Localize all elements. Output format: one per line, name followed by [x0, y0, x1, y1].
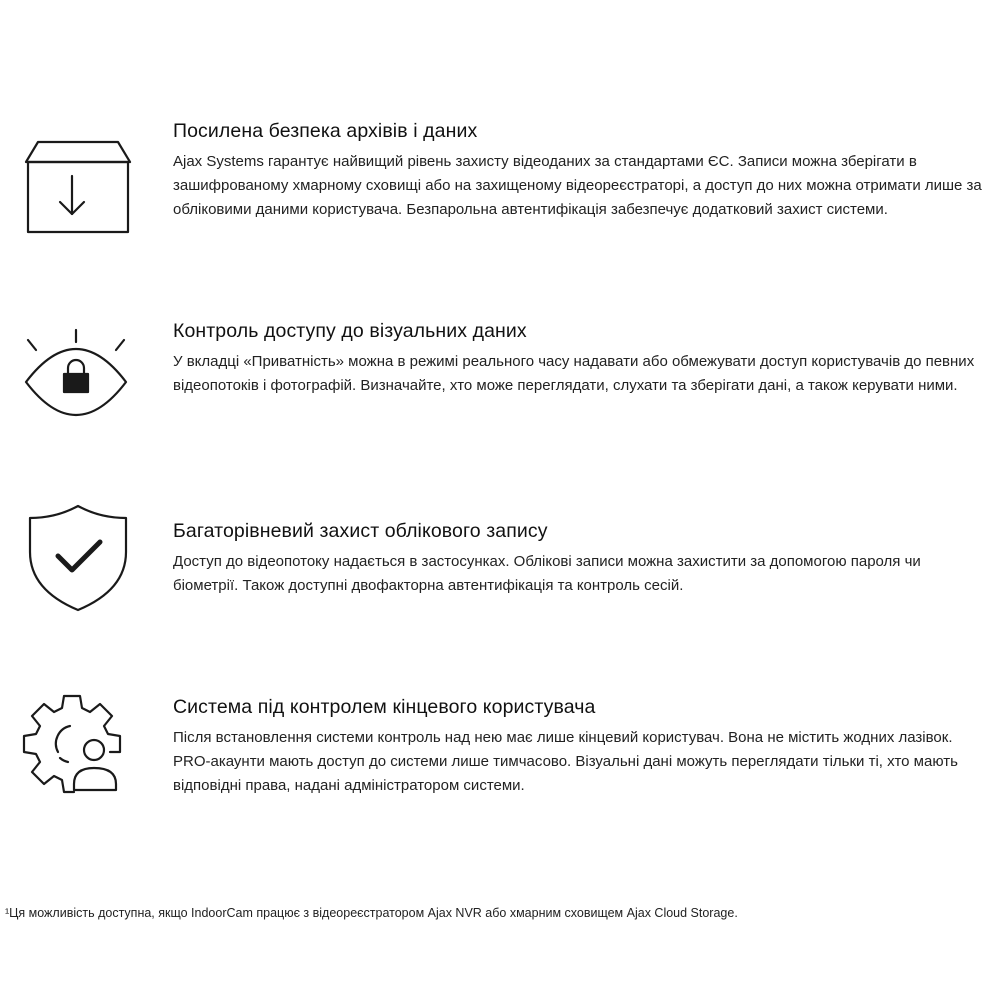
- feature-title: Система під контролем кінцевого користувача: [173, 696, 596, 718]
- feature-title: Багаторівневий захист облікового запису: [173, 520, 548, 542]
- feature-title: Контроль доступу до візуальних даних: [173, 320, 527, 342]
- feature-text: [173, 318, 988, 398]
- eye-lock-icon: [20, 320, 132, 432]
- feature-text: [173, 694, 988, 798]
- feature-description: Ajax Systems гарантує найвищий рівень захисту відеоданих за стандартами ЄС. Записи можна зберігати в зашифрованому хмарному сховищі або на захищеному відеореєстраторі, а доступ до них можна отримати лише за обліковими даними користувача. Безпарольна автентифікація забезпечує додатковий захист системи.: [173, 153, 982, 218]
- footnote: ¹Ця можливість доступна, якщо IndoorCam працює з відеореєстратором Ajax NVR або хмарним сховищем Ajax Cloud Storage.: [5, 906, 738, 920]
- feature-text: [173, 518, 988, 598]
- gear-user-icon: [20, 686, 132, 798]
- archive-download-icon: [20, 130, 132, 242]
- feature-description: У вкладці «Приватність» можна в режимі реального часу надавати або обмежувати доступ користувачів до певних відеопотоків і фотографій. Визначайте, хто може переглядати, слухати та зберігати дані, а також керувати ними.: [173, 353, 975, 394]
- feature-description: Після встановлення системи контроль над нею має лише кінцевий користувач. Вона не містить жодних лазівок. PRO-акаунти мають доступ до системи лише тимчасово. Візуальні дані можуть переглядати тільки ті, хто мають відповідні права, надані адміністратором системи.: [173, 729, 958, 794]
- shield-check-icon: [20, 500, 132, 612]
- feature-text: [173, 118, 988, 222]
- feature-title: Посилена безпека архівів і даних: [173, 120, 478, 142]
- feature-description: Доступ до відеопотоку надається в застосунках. Облікові записи можна захистити за допомогою пароля чи біометрії. Також доступні двофакторна автентифікація та контроль сесій.: [173, 553, 921, 594]
